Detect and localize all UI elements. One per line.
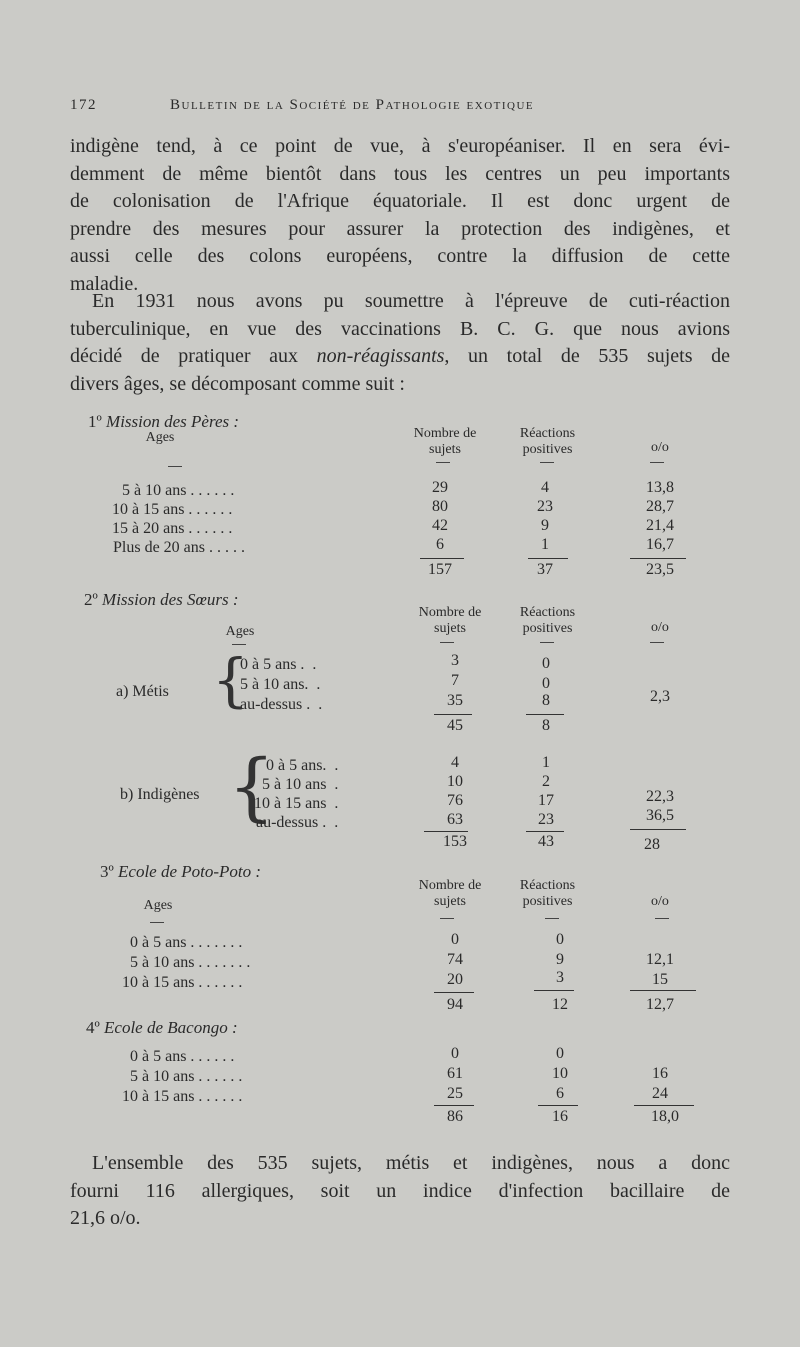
total-pct: 18,0: [651, 1108, 679, 1125]
cell-pct: 15: [652, 971, 668, 988]
paragraph-2: [70, 288, 730, 398]
text-line: [70, 343, 730, 371]
total-rule: [526, 714, 564, 715]
age-label: Plus de 20 ans . . . . .: [113, 539, 245, 556]
cell-reactions: 10: [552, 1065, 568, 1082]
dash: [650, 642, 664, 643]
cell-nombre: 0: [451, 1045, 459, 1062]
age-label: au-dessus . .: [240, 696, 323, 713]
text-line: fourni 116 allergiques, soit un indice d'infection bacillaire de: [70, 1179, 730, 1202]
cell-nombre: 76: [447, 792, 463, 809]
dash: [436, 462, 450, 463]
text-line: indigène tend, à ce point de vue, à s'européaniser. Il en sera évi-: [70, 135, 730, 157]
header-line: positives: [522, 894, 573, 909]
col-header-reactions: [500, 426, 595, 458]
col-header-pct: o/o: [651, 894, 669, 909]
total-reactions: 12: [552, 996, 568, 1013]
age-label: 10 à 15 ans . . . . . .: [122, 974, 243, 991]
brace: {: [228, 744, 276, 830]
header-line: sujets: [434, 894, 466, 909]
total-nombre: 45: [447, 717, 463, 734]
dash: [440, 918, 454, 919]
header-line: Nombre de: [413, 426, 477, 441]
age-label: 5 à 10 ans . . . . . . .: [130, 954, 251, 971]
total-rule: [526, 831, 564, 832]
text-line: maladie.: [70, 272, 139, 295]
text-line: divers âges, se décomposant comme suit :: [70, 372, 405, 395]
cell-reactions: 8: [542, 692, 550, 709]
cell-pct: 21,4: [646, 517, 674, 534]
age-label: 5 à 10 ans . . . . . .: [122, 482, 235, 499]
cell-reactions: 17: [538, 792, 554, 809]
cell-reactions: 0: [542, 655, 550, 672]
brace: {: [212, 646, 249, 714]
cell-nombre: 4: [451, 754, 459, 771]
text-line: de colonisation de l'Afrique équatoriale. Il est donc urgent de: [70, 190, 730, 212]
cell-nombre: 6: [436, 536, 444, 553]
paragraph-1: [70, 133, 730, 298]
total-nombre: 153: [443, 833, 467, 850]
col-header-nombre: [395, 878, 505, 910]
col-header-pct: o/o: [651, 620, 669, 635]
dash: [440, 642, 454, 643]
total-rule: [528, 558, 568, 559]
col-header-pct: o/o: [651, 440, 669, 455]
age-label: 0 à 5 ans . . . . . .: [130, 1048, 235, 1065]
cell-reactions: 1: [541, 536, 549, 553]
header-line: sujets: [434, 621, 466, 636]
text-line: 21,6 o/o.: [70, 1207, 141, 1229]
header-line: Réactions: [519, 426, 576, 441]
total-rule: [630, 990, 696, 991]
text-span: , un total de 535 sujets de: [444, 345, 731, 367]
cell-reactions: 9: [556, 951, 564, 968]
cell-reactions: 2: [542, 773, 550, 790]
dash: [150, 922, 164, 923]
cell-nombre: 80: [432, 498, 448, 515]
total-rule: [630, 829, 686, 830]
total-nombre: 86: [447, 1108, 463, 1125]
total-reactions: 16: [552, 1108, 568, 1125]
cell-reactions: 3: [556, 969, 564, 986]
section-number: 3º: [100, 862, 114, 881]
section-title: Ecole de Poto-Poto :: [118, 862, 262, 881]
header-line: Nombre de: [418, 605, 482, 620]
age-label: 5 à 10 ans. .: [240, 676, 321, 693]
group-label-indigenes: b) Indigènes: [120, 786, 200, 803]
total-rule: [434, 1105, 474, 1106]
dash: [168, 466, 182, 467]
age-label: 0 à 5 ans . .: [240, 656, 317, 673]
cell-nombre: 10: [447, 773, 463, 790]
section-1-title: [88, 412, 239, 432]
dash: [540, 462, 554, 463]
cell-nombre: 0: [451, 931, 459, 948]
cell-nombre: 3: [451, 652, 459, 669]
cell-pct: 24: [652, 1085, 668, 1102]
header-line: positives: [522, 621, 573, 636]
cell-pct: 22,3: [646, 788, 674, 805]
section-title: Mission des Sœurs :: [102, 590, 239, 609]
cell-reactions: 0: [556, 931, 564, 948]
col-header-ages: Ages: [225, 624, 255, 639]
cell-nombre: 35: [447, 692, 463, 709]
cell-pct: 28,7: [646, 498, 674, 515]
total-rule: [434, 714, 472, 715]
dash: [650, 462, 664, 463]
page-number: 172: [70, 97, 97, 113]
cell-nombre: 7: [451, 672, 459, 689]
text-line: tuberculinique, en vue des vaccinations B. C. G. que nous avions: [70, 317, 730, 340]
col-header-nombre: [390, 426, 500, 458]
total-reactions: 8: [542, 717, 550, 734]
total-pct: 12,7: [646, 996, 674, 1013]
cell-pct: 12,1: [646, 951, 674, 968]
total-rule: [538, 1105, 578, 1106]
cell-nombre: 61: [447, 1065, 463, 1082]
cell-pct: 16: [652, 1065, 668, 1082]
section-number: 2º: [84, 590, 98, 609]
age-label: 5 à 10 ans . . . . . .: [130, 1068, 243, 1085]
cell-reactions: 23: [538, 811, 554, 828]
section-3-title: [100, 862, 261, 882]
cell-pct: 2,3: [650, 688, 670, 705]
cell-nombre: 63: [447, 811, 463, 828]
dash: [655, 918, 669, 919]
col-header-reactions: [500, 878, 595, 910]
total-nombre: 157: [428, 561, 452, 578]
cell-reactions: 6: [556, 1085, 564, 1102]
dash: [540, 642, 554, 643]
total-pct: 23,5: [646, 561, 674, 578]
cell-pct: 36,5: [646, 807, 674, 824]
col-header-ages: Ages: [145, 430, 175, 445]
running-title: Bulletin de la Société de Pathologie exotique: [170, 97, 535, 113]
group-label-metis: a) Métis: [116, 683, 169, 700]
italic-term: non-réagissants: [316, 345, 445, 367]
text-line: aussi celle des colons européens, contre la diffusion de cette: [70, 245, 730, 267]
header-line: Nombre de: [418, 878, 482, 893]
dash: [232, 644, 246, 645]
age-label: 5 à 10 ans .: [262, 776, 339, 793]
text-line: L'ensemble des 535 sujets, métis et indigènes, nous a donc: [92, 1152, 730, 1174]
dash: [545, 918, 559, 919]
total-reactions: 43: [538, 833, 554, 850]
age-label: 0 à 5 ans. .: [266, 757, 339, 774]
total-nombre: 94: [447, 996, 463, 1013]
section-number: 1º: [88, 412, 102, 431]
cell-nombre: 42: [432, 517, 448, 534]
text-line: prendre des mesures pour assurer la protection des indigènes, et: [70, 217, 730, 240]
cell-reactions: 0: [556, 1045, 564, 1062]
section-4-title: [86, 1018, 238, 1038]
text-line: En 1931 nous avons pu soumettre à l'épreuve de cuti-réaction: [92, 290, 730, 312]
age-label: 10 à 15 ans . . . . . .: [112, 501, 233, 518]
header-line: Réactions: [519, 605, 576, 620]
age-label: 10 à 15 ans .: [254, 795, 339, 812]
paragraph-3: [70, 1150, 730, 1233]
col-header-ages: Ages: [143, 898, 173, 913]
col-header-reactions: [500, 605, 595, 637]
total-rule: [534, 990, 574, 991]
total-rule: [434, 992, 474, 993]
total-pct: 28: [644, 836, 660, 853]
header-line: positives: [522, 442, 573, 457]
cell-nombre: 29: [432, 479, 448, 496]
section-title: Mission des Pères :: [106, 412, 240, 431]
section-title: Ecole de Bacongo :: [104, 1018, 238, 1037]
age-label: au-dessus . .: [256, 814, 339, 831]
col-header-nombre: [395, 605, 505, 637]
age-label: 15 à 20 ans . . . . . .: [112, 520, 233, 537]
age-label: 10 à 15 ans . . . . . .: [122, 1088, 243, 1105]
cell-pct: 16,7: [646, 536, 674, 553]
cell-pct: 13,8: [646, 479, 674, 496]
section-number: 4º: [86, 1018, 100, 1037]
cell-nombre: 20: [447, 971, 463, 988]
text-line: demment de même bientôt dans tous les centres un peu importants: [70, 162, 730, 185]
header-line: sujets: [429, 442, 461, 457]
cell-nombre: 74: [447, 951, 463, 968]
total-rule: [420, 558, 464, 559]
text-span: décidé de pratiquer aux: [70, 345, 317, 367]
total-rule: [630, 558, 686, 559]
total-reactions: 37: [537, 561, 553, 578]
cell-reactions: 9: [541, 517, 549, 534]
age-label: 0 à 5 ans . . . . . . .: [130, 934, 243, 951]
total-rule: [424, 831, 468, 832]
cell-nombre: 25: [447, 1085, 463, 1102]
section-2-title: [84, 590, 239, 610]
cell-reactions: 0: [542, 675, 550, 692]
cell-reactions: 4: [541, 479, 549, 496]
header-line: Réactions: [519, 878, 576, 893]
cell-reactions: 1: [542, 754, 550, 771]
cell-reactions: 23: [537, 498, 553, 515]
total-rule: [634, 1105, 694, 1106]
